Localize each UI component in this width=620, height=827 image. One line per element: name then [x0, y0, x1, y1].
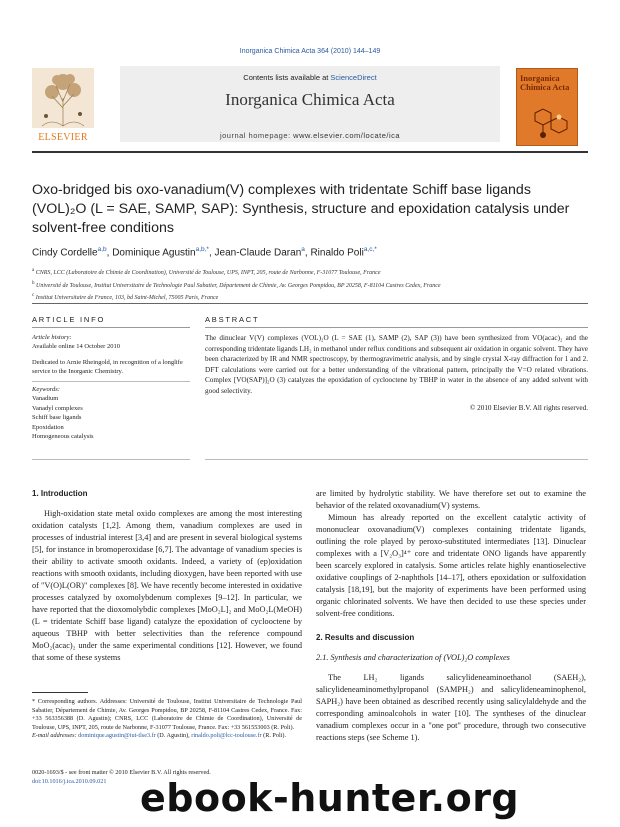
- keyword-item: Homogeneous catalysis: [32, 433, 94, 440]
- affiliation-marker: a: [32, 268, 35, 273]
- email2-suffix: (R. Poli).: [261, 732, 287, 740]
- keyword-item: Vanadium: [32, 395, 59, 402]
- abstract-copyright: © 2010 Elsevier B.V. All rights reserved.: [469, 404, 588, 412]
- abstract-text: The dinuclear V(V) complexes (VOL)₂O (L = SAE (1), SAMP (2), SAP (3)) have been synthesized from VO(acac)₂ and the corresponding tridentate ligands LH₂ in methanol under reflux conditions and subsequent air oxidation in organic solvent. They have been characterized by IR and NMR spectroscopy, by thermogravimetric analysis, and by single crystal X-ray diffraction for 1 and 2. DFT calculations were carried out for a better understanding of the vibrational pattern, principally the V=O related vibrations. Complex [VO(SAP)]₂O (3) catalyzes the epoxidation of cyclooctene by TBHP in water in the absence of any added solvent with good selectivity.: [205, 334, 588, 395]
- journal-citation[interactable]: Inorganica Chimica Acta 364 (2010) 144–149: [239, 48, 381, 55]
- affiliation-line: [32, 279, 588, 292]
- article-info-rule: [32, 327, 190, 328]
- abstract-bottom-rule: [205, 459, 588, 460]
- corresponding-text: * Corresponding authors. Addresses: Université de Toulouse, Institut Universitaire de Technologie Paul Sabatier, Département de Chimie, Av. Georges Pompidou, BP 20258, F-81104 Castres Cedex, France. Fax: +33 563356388 (D. Agustin); CNRS, LCC (Laboratoire de Chimie de Coordination), Université de Toulouse, UPS, INPT, 205, route de Narbonne, F-31077 Toulouse, France. Fax: +33 561553003 (R. Poli).: [32, 698, 302, 731]
- author-list: [32, 246, 588, 258]
- cover-title: Inorganica Chimica Acta: [520, 73, 570, 92]
- affiliation-text: Institut Universitaire de France, 103, bd Saint-Michel, 75005 Paris, France: [34, 295, 219, 301]
- intro-paragraph: High-oxidation state metal oxido complexes are among the most interesting oxidation catalysts [1,2]. Among them, vanadium complexes are used in processes of industrial interest [3,4] and are present in several biological systems [5], for instance in bromoperoxidase [6,7]. The advantage of vanadium species is their ability to activate smooth oxidants. Indeed, a variety of (ep)oxidation reactions with smooth oxidants, including dioxygen, have been reported with use of "V(O)L(OR)" complexes [8]. We have recently become interested in oxidative processes catalyzed by oxomolybdenum complexes [9–12]. In particular, we have reported that the dioxomolybdic complexes [MoO₂L]₂ and MoO₂L(MeOH) (L = tridentate Schiff base ligand) catalyze the epoxidation of cyclooctene by aqueous TBHP with better selectivities than the reference compound MoO₂(acac)₂ under the same experimental conditions [12]. However, we found that some of these systems: [32, 509, 302, 662]
- keywords-rule: [32, 381, 190, 382]
- history-value: Available online 14 October 2010: [32, 343, 120, 350]
- homepage-link[interactable]: www.elsevier.com/locate/ica: [293, 131, 401, 140]
- author-separator: ,: [208, 247, 215, 259]
- author-name: Rinaldo Poli: [310, 247, 364, 259]
- author-separator: ,: [106, 247, 113, 259]
- watermark-text: ebook-hunter.org: [140, 776, 520, 820]
- contents-line: [120, 73, 500, 82]
- footnote-rule: [32, 692, 88, 693]
- keyword-item: Epoxidation: [32, 423, 64, 431]
- section-rule: [32, 303, 588, 304]
- email-label: E-mail addresses:: [32, 732, 79, 740]
- subsection-heading-synthesis: 2.1. Synthesis and characterization of (VOL)₂O complexes: [316, 653, 510, 662]
- section-heading-introduction: 1. Introduction: [32, 489, 88, 498]
- author-affiliation-marker[interactable]: a,b: [97, 246, 107, 253]
- author-affiliation-marker[interactable]: a: [301, 246, 305, 253]
- body-column-right: [316, 488, 586, 744]
- section-heading-results: 2. Results and discussion: [316, 633, 415, 642]
- article-info-bottom-rule: [32, 459, 190, 460]
- dedication-text: Dedicated to Arnie Rheingold, in recognition of a longlife service to the Inorganic Chemistry.: [32, 359, 183, 375]
- keyword-item: Schiff base ligands: [32, 414, 82, 421]
- doi-link[interactable]: doi:10.1016/j.ica.2010.09.021: [32, 777, 107, 785]
- intro-paragraph-mimoun: Mimoun has already reported on the excellent catalytic activity of mononuclear oxovanadium(V) complexes containing tridentate ligands, outlining the role played by peroxo-substituted intermediates [13]. Dinuclear complexes with a [V₂O₃]⁴⁺ core and tridentate ONO ligands have apparently been scarcely explored in catalysis. Some articles relate highly enantioselective oxidative couplings of 2-naphthols [14–17], others epoxidation or sulfoxidation catalysis [18,19], but the majority of experiments have been performed using organic chlorinated solvents. We have then decided to use these species under solvent-free conditions.: [316, 513, 586, 618]
- author-affiliation-marker[interactable]: a,b,*: [195, 246, 209, 253]
- homepage-prefix: journal homepage:: [219, 131, 294, 140]
- keyword-list: [32, 394, 190, 442]
- affiliation-text: CNRS, LCC (Laboratoire de Chimie de Coordination), Université de Toulouse, UPS, INPT, 205, route de Narbonne, F-31077 Toulouse, France: [34, 270, 381, 276]
- cover-molecule-image: [525, 103, 571, 141]
- header-rule: [32, 151, 588, 153]
- author-name: Dominique Agustin: [112, 247, 196, 259]
- email1-suffix: (D. Agustin),: [155, 732, 192, 740]
- synthesis-paragraph: The LH₂ ligands salicylideneaminoethanol (SAEH₂), salicylideneaminomethylpropanol (SAMPH₂) and salicylideneaminophenol, SAPH₂) have been obtained as described recently using salicylaldehyde and the corresponding aminoalcohols in water [10]. The syntheses of the dinuclear vanadium complexes occur in a "one pot" procedure, through two consecutive reactions steps (see Scheme 1).: [316, 673, 586, 742]
- body-column-left: [32, 488, 302, 664]
- abstract-heading: ABSTRACT: [205, 315, 260, 324]
- intro-paragraph-continued: are limited by hydrolytic stability. We have therefore set out to examine the behavior of the related oxovanadium(V) systems.: [316, 489, 586, 510]
- history-label: Article history:: [32, 334, 72, 341]
- email-link-poli[interactable]: rinaldo.poli@lcc-toulouse.fr: [191, 732, 262, 740]
- journal-cover-thumbnail: [516, 68, 578, 146]
- author-name: Cindy Cordelle: [32, 247, 98, 259]
- affiliation-line: [32, 266, 588, 279]
- article-info-heading: ARTICLE INFO: [32, 315, 106, 324]
- corresponding-author-footnote: [32, 698, 302, 741]
- article-title: Oxo-bridged bis oxo-vanadium(V) complexes with tridentate Schiff base ligands (VOL)₂O (L = SAE, SAMP, SAP): Synthesis, structure and epoxidation catalysis under solvent-free conditions: [32, 182, 570, 236]
- affiliation-list: [32, 266, 588, 304]
- article-info-column: [32, 333, 190, 442]
- author-name: Jean-Claude Daran: [214, 247, 302, 259]
- elsevier-tree-logo: [32, 68, 94, 142]
- elsevier-wordmark: ELSEVIER: [38, 132, 88, 143]
- keyword-item: Vanadyl complexes: [32, 404, 83, 412]
- issn-line: 0020-1693/$ - see front matter © 2010 Elsevier B.V. All rights reserved.: [32, 769, 211, 776]
- journal-homepage: [120, 131, 500, 140]
- affiliation-marker: c: [32, 293, 35, 298]
- affiliation-line: [32, 291, 588, 304]
- abstract-rule: [205, 327, 588, 328]
- author-separator: ,: [304, 247, 311, 259]
- journal-title: Inorganica Chimica Acta: [225, 90, 395, 109]
- contents-prefix: Contents lists available at: [243, 73, 331, 82]
- affiliation-marker: b: [32, 280, 35, 286]
- email-link-agustin[interactable]: dominique.agustin@iut-tlse3.fr: [78, 732, 156, 740]
- author-affiliation-marker[interactable]: a,c,*: [363, 246, 377, 253]
- keywords-label: Keywords:: [32, 386, 60, 393]
- sciencedirect-link[interactable]: ScienceDirect: [330, 73, 377, 82]
- affiliation-text: Université de Toulouse, Institut Universitaire de Technologie Paul Sabatier, Département de Chimie, Av. Georges Pompidou, BP 20258, F-81104 Castres Cedex, France: [34, 282, 441, 289]
